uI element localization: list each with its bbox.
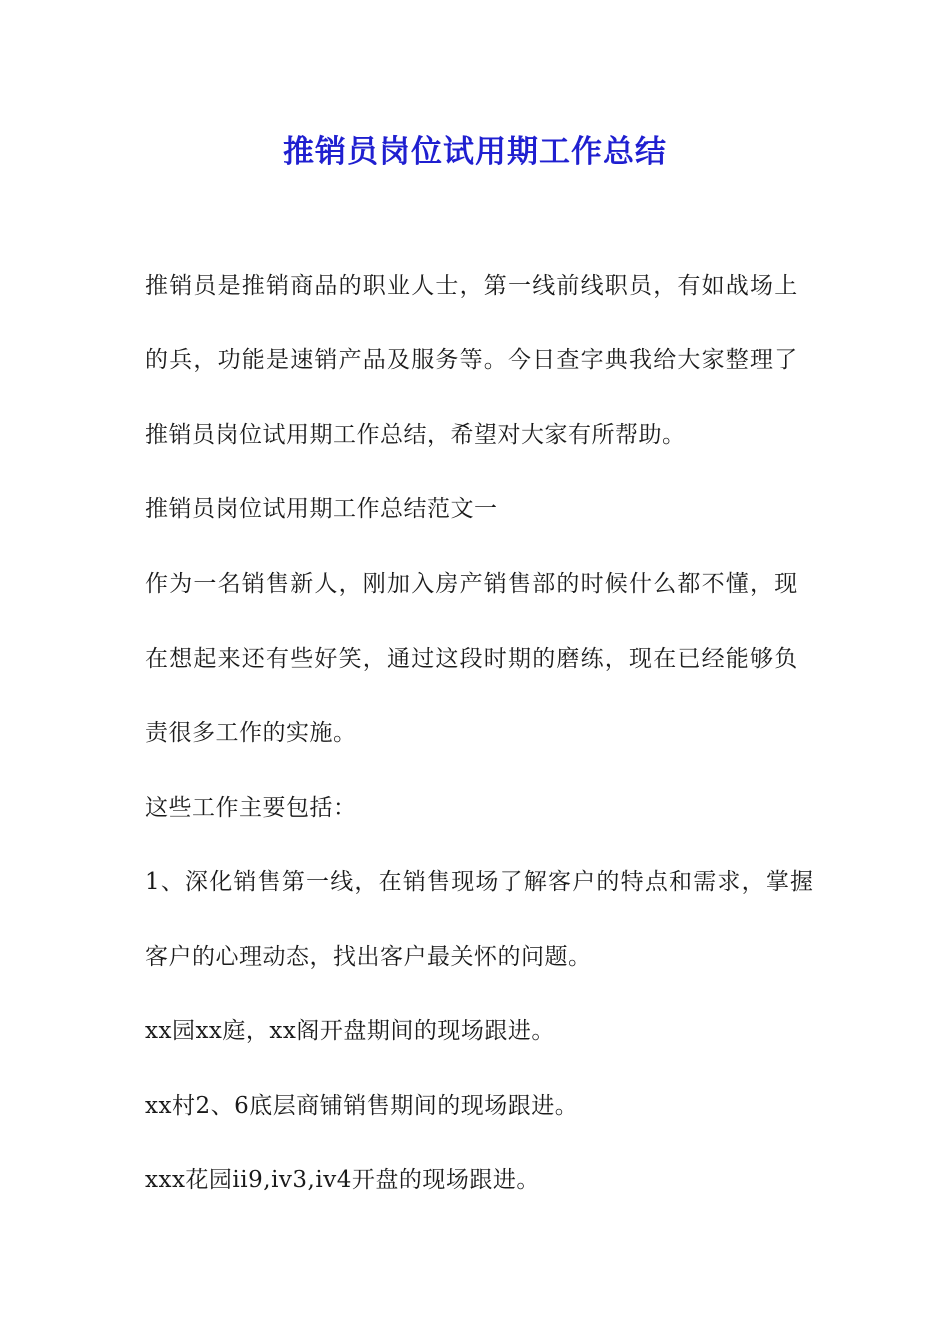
list-item-1-line-1: 1、深化销售第一线，在销售现场了解客户的特点和需求，掌握 [145, 869, 815, 895]
body-paragraph-line-1: 作为一名销售新人，刚加入房产销售部的时候什么都不懂，现 [145, 571, 799, 597]
project-item-3: xxx花园ii9,iv3,iv4开盘的现场跟进。 [145, 1167, 540, 1193]
body-paragraph-line-2: 在想起来还有些好笑，通过这段时期的磨练，现在已经能够负 [145, 646, 799, 672]
list-item-1-line-2: 客户的心理动态，找出客户最关怀的问题。 [145, 944, 592, 970]
section-heading: 推销员岗位试用期工作总结范文一 [145, 496, 498, 522]
intro-paragraph-line-3: 推销员岗位试用期工作总结，希望对大家有所帮助。 [145, 422, 686, 448]
intro-paragraph-line-2: 的兵，功能是速销产品及服务等。今日查字典我给大家整理了 [145, 347, 799, 373]
project-item-1: xx园xx庭，xx阁开盘期间的现场跟进。 [145, 1018, 555, 1044]
list-intro: 这些工作主要包括： [145, 795, 357, 821]
project-item-2: xx村2、6底层商铺销售期间的现场跟进。 [145, 1093, 579, 1119]
document-title: 推销员岗位试用期工作总结 [283, 134, 667, 170]
body-paragraph-line-3: 责很多工作的实施。 [145, 720, 357, 746]
intro-paragraph-line-1: 推销员是推销商品的职业人士，第一线前线职员，有如战场上 [145, 273, 799, 299]
